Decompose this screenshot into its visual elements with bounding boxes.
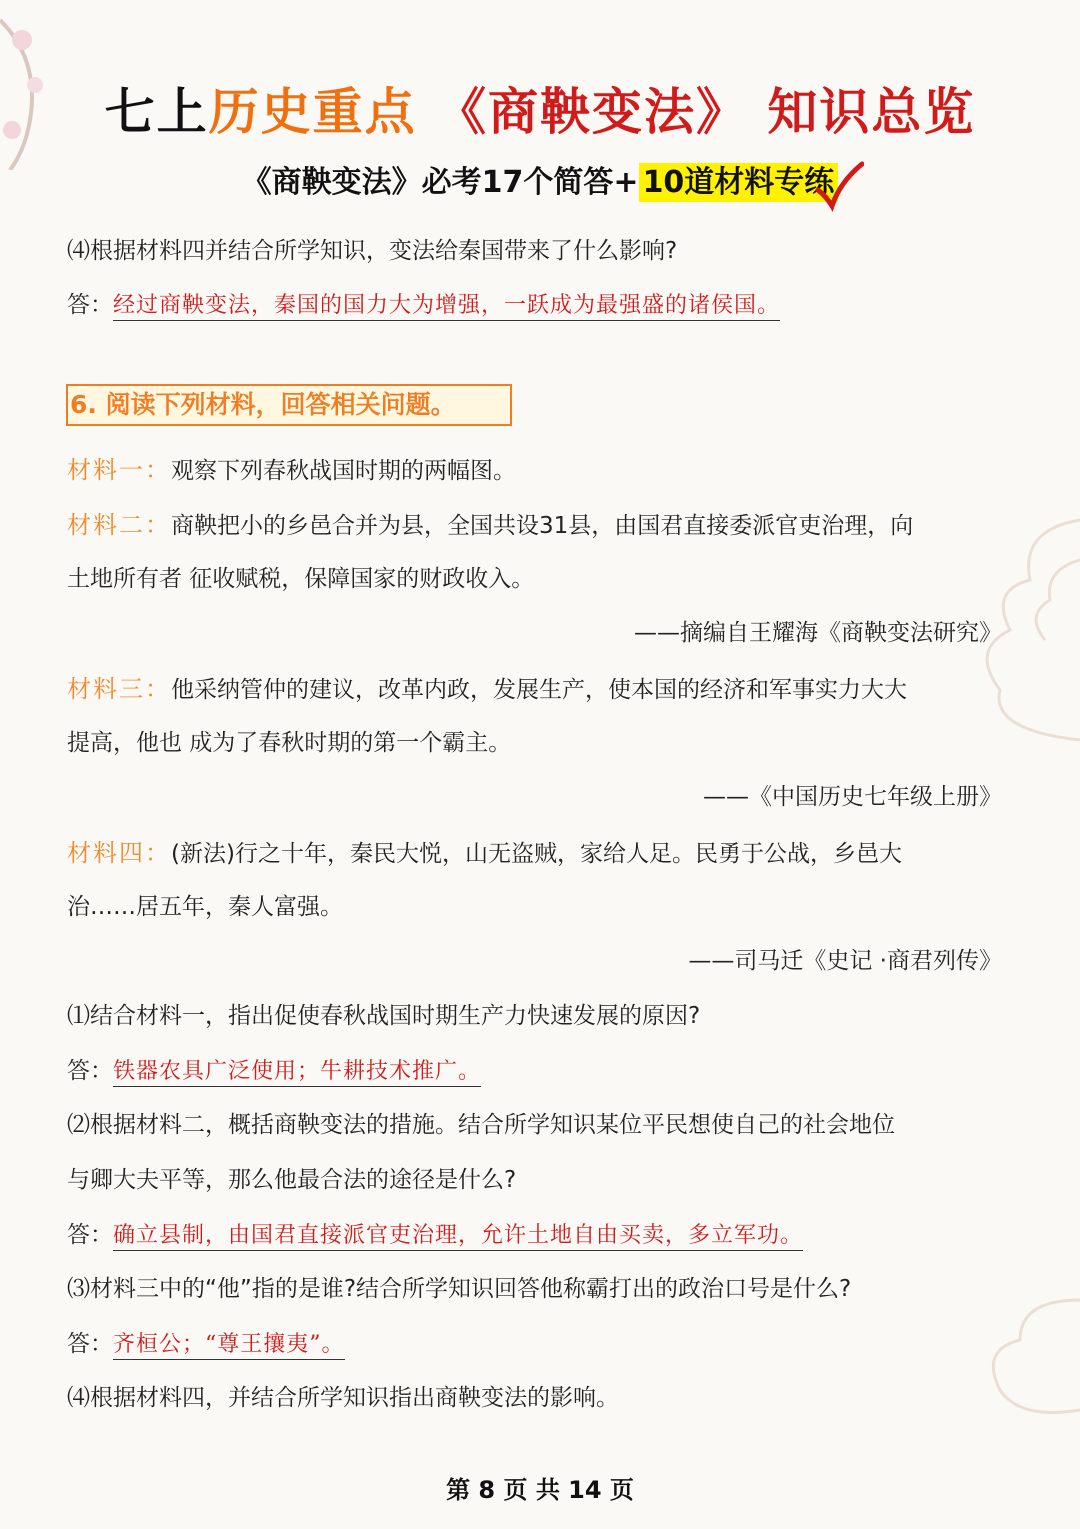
material-4-text-1: (新法)行之十年，秦民大悦，山无盗贼，家给人足。民勇于公战，乡邑大 — [171, 841, 902, 867]
material-2-line-2: 土地所有者 征收赋税，保障国家的财政收入。 — [67, 566, 535, 592]
material-2-line-1 — [67, 505, 913, 540]
material-1-label: 材料一： — [67, 456, 171, 484]
answer-prefix: 答： — [67, 1331, 113, 1357]
answer-6-1 — [67, 1052, 481, 1085]
answer-6-3 — [67, 1325, 345, 1358]
material-3-line-2: 提高，他也 成为了春秋时期的第一个霸主。 — [67, 730, 512, 756]
page-title — [0, 72, 1080, 144]
title-part-3: 《商鞅变法》 — [436, 83, 748, 141]
answer-text: 铁器农具广泛使用；牛耕技术推广。 — [113, 1059, 481, 1087]
material-2-label: 材料二： — [67, 511, 171, 539]
answer-prefix: 答： — [67, 1222, 113, 1248]
material-4-line-2: 治……居五年，秦人富强。 — [67, 894, 343, 920]
page-number: 第 8 页 共 14 页 — [446, 1476, 634, 1504]
material-2-text-1: 商鞅把小的乡邑合并为县，全国共设31县，由国君直接委派官吏治理，向 — [171, 513, 914, 539]
question-6-1: ⑴结合材料一，指出促使春秋战国时期生产力快速发展的原因? — [67, 1003, 701, 1029]
answer-text: 齐桓公；“尊王攘夷”。 — [113, 1332, 345, 1360]
material-3-text-1: 他采纳管仲的建议，改革内政，发展生产，使本国的经济和军事实力大大 — [171, 677, 907, 703]
material-1 — [67, 450, 516, 485]
material-3-label: 材料三： — [67, 675, 171, 703]
question-6-4: ⑷根据材料四，并结合所学知识指出商鞅变法的影响。 — [67, 1385, 619, 1411]
material-2-citation: ——摘编自王耀海《商鞅变法研究》 — [634, 620, 1002, 646]
answer-prefix: 答： — [67, 1058, 113, 1084]
page-subtitle — [0, 157, 1080, 201]
material-3-line-1 — [67, 669, 907, 704]
subtitle-text: 《商鞅变法》必考17个简答+ — [241, 165, 639, 200]
answer-prefix: 答： — [67, 292, 113, 318]
answer-text: 经过商鞅变法，秦国的国力大为增强，一跃成为最强盛的诸侯国。 — [113, 293, 780, 321]
question-6-heading: 6. 阅读下列材料，回答相关问题。 — [66, 384, 512, 426]
answer-6-2 — [67, 1216, 803, 1249]
title-part-4: 知识总览 — [767, 83, 976, 141]
prev-answer-4 — [67, 286, 780, 319]
checkmark-icon — [812, 160, 864, 212]
question-6-2-line-1: ⑵根据材料二，概括商鞅变法的措施。结合所学知识某位平民想使自己的社会地位 — [67, 1112, 895, 1138]
material-4-citation: ——司马迁《史记 ·商君列传》 — [688, 948, 1002, 974]
prev-question-4: ⑷根据材料四并结合所学知识，变法给秦国带来了什么影响? — [67, 238, 678, 264]
material-4-line-1 — [67, 833, 902, 868]
material-3-citation: ——《中国历史七年级上册》 — [703, 784, 1002, 810]
question-6-2-line-2: 与卿大夫平等，那么他最合法的途径是什么? — [67, 1167, 517, 1193]
subtitle-highlight: 10道材料专练 — [639, 163, 839, 202]
question-6-3: ⑶材料三中的“他”指的是谁?结合所学知识回答他称霸打出的政治口号是什么? — [67, 1276, 852, 1302]
material-4-label: 材料四： — [67, 839, 171, 867]
title-part-2: 历史重点 — [208, 83, 417, 141]
cloud-decoration — [910, 1280, 1080, 1430]
material-1-text: 观察下列春秋战国时期的两幅图。 — [171, 458, 516, 484]
title-part-1: 七上 — [104, 83, 209, 141]
answer-text: 确立县制，由国君直接派官吏治理，允许土地自由买卖，多立军功。 — [113, 1223, 803, 1251]
